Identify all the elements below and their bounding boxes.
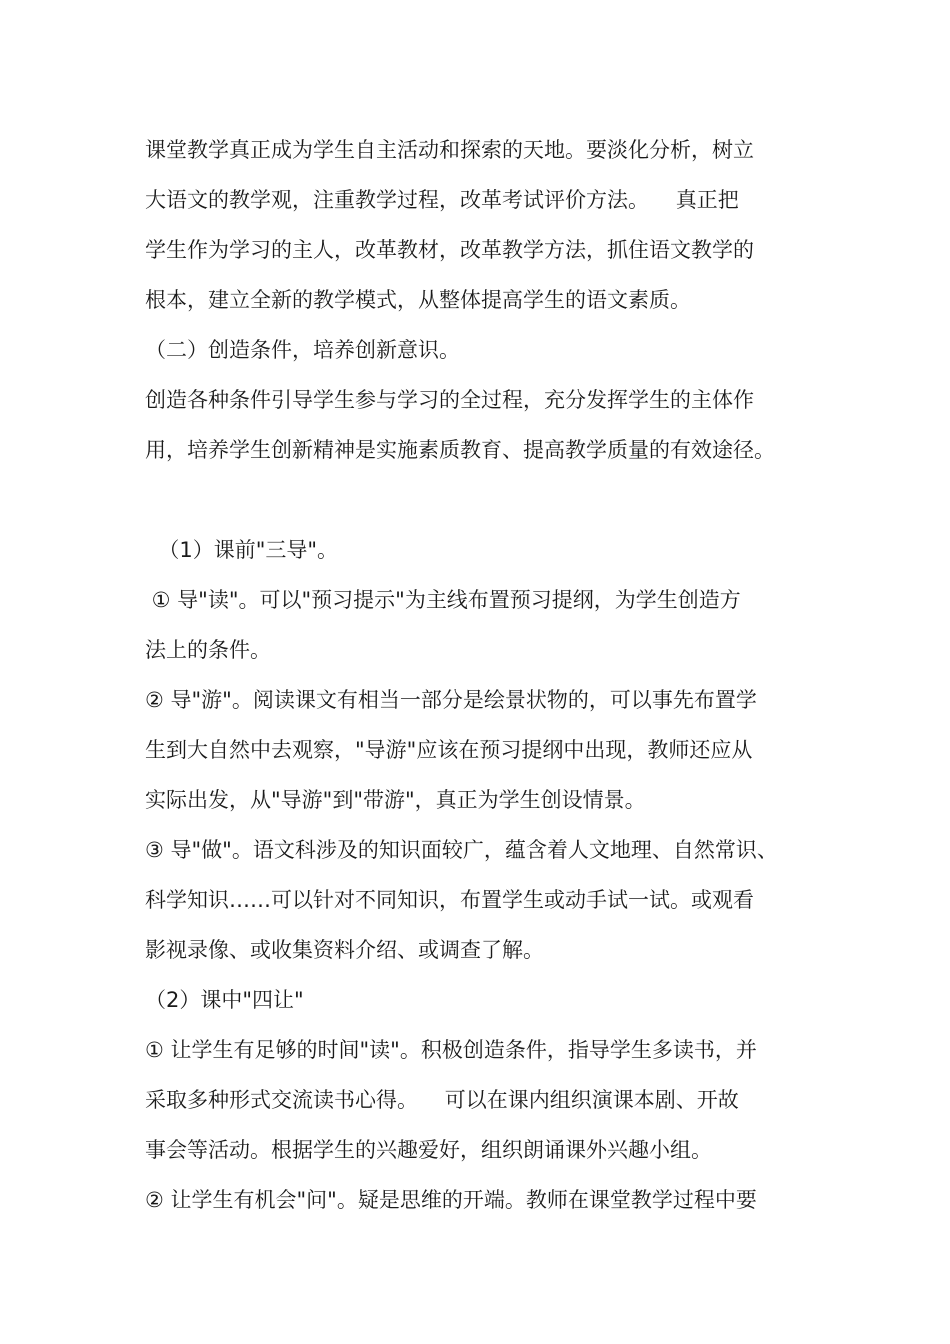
section-heading: （二）创造条件，培养创新意识。 [145,338,460,362]
list-item: ① 让学生有足够的时间"读"。积极创造条件，指导学生多读书，并 [145,1038,757,1062]
subsection-heading: （2）课中"四让" [145,988,304,1012]
text-line: 学生作为学习的主人，改革教材，改革教学方法，抓住语文教学的 [145,238,754,262]
text-line: 课堂教学真正成为学生自主活动和探索的天地。要淡化分析，树立 [145,138,754,162]
list-item: ③ 导"做"。语文科涉及的知识面较广，蕴含着人文地理、自然常识、 [145,838,778,862]
text-line: 生到大自然中去观察，"导游"应该在预习提纲中出现，教师还应从 [145,738,753,762]
list-item: ① 导"读"。可以"预习提示"为主线布置预习提纲，为学生创造方 [145,588,741,612]
subsection-heading: （1）课前"三导"。 [145,538,339,562]
text-line: 采取多种形式交流读书心得。 可以在课内组织演课本剧、开故 [145,1088,739,1112]
text-line: 根本，建立全新的教学模式，从整体提高学生的语文素质。 [145,288,691,312]
list-item: ② 导"游"。阅读课文有相当一部分是绘景状物的，可以事先布置学 [145,688,757,712]
text-line: 创造各种条件引导学生参与学习的全过程，充分发挥学生的主体作 [145,388,754,412]
list-item: ② 让学生有机会"问"。疑是思维的开端。教师在课堂教学过程中要 [145,1188,757,1212]
text-line: 用，培养学生创新精神是实施素质教育、提高教学质量的有效途径。 [145,438,775,462]
text-line: 法上的条件。 [145,638,271,662]
text-line: 科学知识……可以针对不同知识，布置学生或动手试一试。或观看 [145,888,754,912]
text-line: 影视录像、或收集资料介绍、或调查了解。 [145,938,544,962]
text-line: 大语文的教学观，注重教学过程，改革考试评价方法。 真正把 [145,188,739,212]
text-line: 实际出发，从"导游"到"带游"，真正为学生创设情景。 [145,788,646,812]
text-line: 事会等活动。根据学生的兴趣爱好，组织朗诵课外兴趣小组。 [145,1138,712,1162]
